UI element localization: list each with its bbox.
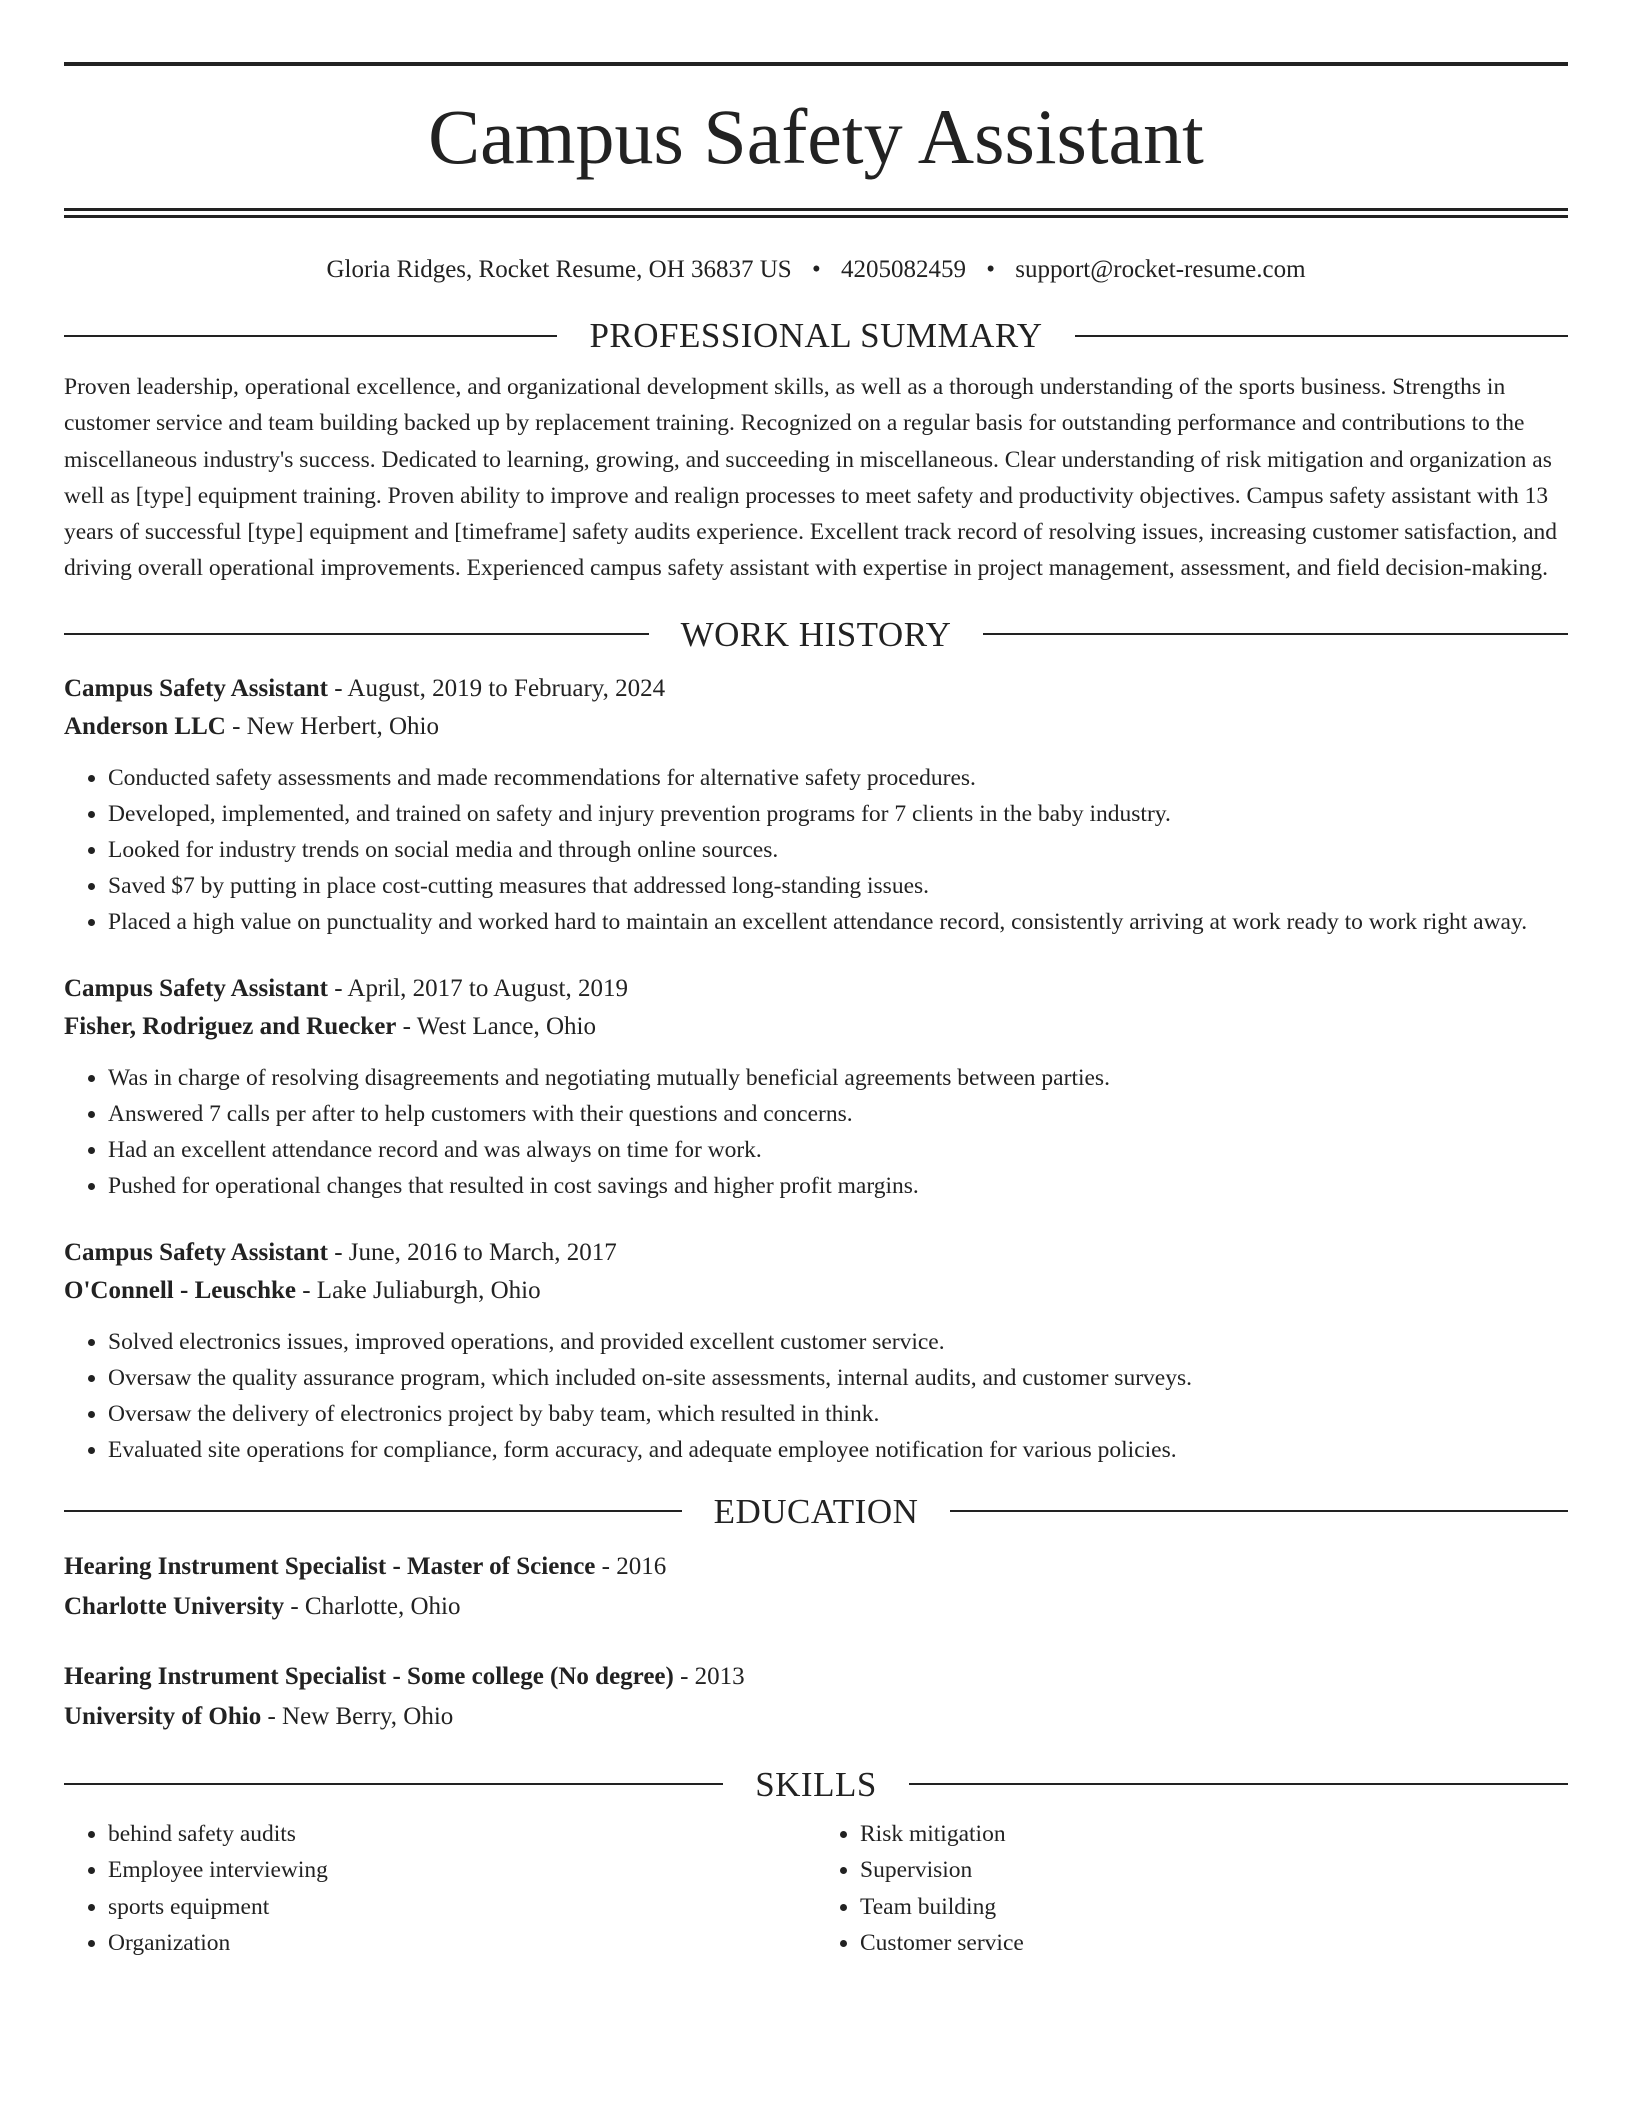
skill-item: • Team building <box>860 1889 1568 1926</box>
job-bullet: • Developed, implemented, and trained on safety and injury prevention programs for 7 clients in the baby industry. <box>108 796 1568 832</box>
job-entry <box>64 1234 1568 1468</box>
education-entry <box>64 1547 1568 1627</box>
job-bullet: • Looked for industry trends on social media and through online sources. <box>108 832 1568 868</box>
job-bullet: • Conducted safety assessments and made recommendations for alternative safety procedures. <box>108 760 1568 796</box>
skill-item: • Customer service <box>860 1925 1568 1962</box>
job-title-line <box>64 670 1568 709</box>
skills-column-right <box>816 1816 1568 1962</box>
job-title: Campus Safety Assistant <box>64 674 328 702</box>
education-year: - 2016 <box>595 1552 667 1580</box>
job-entry <box>64 670 1568 940</box>
section-title: WORK HISTORY <box>680 614 952 654</box>
job-location: - New Herbert, Ohio <box>225 713 439 741</box>
double-rule <box>64 208 1568 218</box>
heading-rule <box>1075 335 1568 337</box>
job-bullets <box>64 760 1568 940</box>
education-degree: Hearing Instrument Specialist - Some college (No degree) <box>64 1662 674 1690</box>
job-title-line <box>64 1234 1568 1273</box>
education-location: - New Berry, Ohio <box>261 1702 454 1730</box>
heading-rule <box>64 335 557 337</box>
section-heading-summary <box>64 318 1568 353</box>
section-title: SKILLS <box>755 1764 877 1804</box>
job-dates: - June, 2016 to March, 2017 <box>327 1238 617 1266</box>
heading-rule <box>64 633 649 635</box>
job-bullet: • Solved electronics issues, improved operations, and provided excellent customer service. <box>108 1324 1568 1360</box>
section-title: EDUCATION <box>713 1491 919 1531</box>
job-title-line <box>64 970 1568 1009</box>
job-bullet: • Had an excellent attendance record and was always on time for work. <box>108 1132 1568 1168</box>
job-location: - Lake Juliaburgh, Ohio <box>295 1277 541 1305</box>
job-title: Campus Safety Assistant <box>64 974 328 1002</box>
education-degree: Hearing Instrument Specialist - Master of Science <box>64 1552 596 1580</box>
skill-item: • behind safety audits <box>108 1816 816 1853</box>
education-school: Charlotte University <box>64 1592 285 1620</box>
education-degree-line <box>64 1657 1568 1697</box>
skill-item: • Employee interviewing <box>108 1852 816 1889</box>
job-company: O'Connell - Leuschke <box>64 1277 296 1305</box>
heading-rule <box>64 1783 723 1785</box>
contact-phone: 4205082459 <box>840 256 966 283</box>
title-block <box>64 0 1568 218</box>
skills-list <box>64 1816 1568 1962</box>
job-company-line <box>64 708 1568 747</box>
education-school-line <box>64 1697 1568 1737</box>
skill-item: • Risk mitigation <box>860 1816 1568 1853</box>
heading-rule <box>64 1510 682 1512</box>
job-bullets <box>64 1324 1568 1468</box>
education-school: University of Ohio <box>64 1702 262 1730</box>
job-bullet: • Answered 7 calls per after to help customers with their questions and concerns. <box>108 1096 1568 1132</box>
education-degree-line <box>64 1547 1568 1587</box>
job-company-line <box>64 1008 1568 1047</box>
heading-rule <box>983 633 1568 635</box>
education-entry <box>64 1657 1568 1737</box>
skills-column-left <box>64 1816 816 1962</box>
skill-item: • sports equipment <box>108 1889 816 1926</box>
section-title: PROFESSIONAL SUMMARY <box>589 316 1043 355</box>
summary-text: Proven leadership, operational excellence, and organizational development skills, as well as a thorough understanding of the sports business. Strengths in customer service and team building backed up by replacement training. Recognized on a regular basis for outstanding performance and contributions to the miscellaneous industry's success. Dedicated to learning, growing, and succeeding in miscellaneous. Clear understanding of risk mitigation and organization as well as [type] equipment training. Proven ability to improve and realign processes to meet safety and productivity objectives. Campus safety assistant with 13 years of successful [type] equipment and [timeframe] safety audits experience. Excellent track record of resolving issues, increasing customer satisfaction, and driving overall operational improvements. Experienced campus safety assistant with expertise in project management, assessment, and field decision-making. <box>64 374 1557 582</box>
contact-line <box>64 256 1568 284</box>
job-bullet: • Oversaw the quality assurance program, which included on-site assessments, internal audits, and customer surveys. <box>108 1360 1568 1396</box>
job-bullet: • Saved $7 by putting in place cost-cutting measures that addressed long-standing issues. <box>108 868 1568 904</box>
resume-title: Campus Safety Assistant <box>428 93 1204 180</box>
contact-separator: • <box>811 256 821 283</box>
contact-separator: • <box>986 256 995 283</box>
heading-rule <box>950 1510 1568 1512</box>
job-entry <box>64 970 1568 1204</box>
top-rule <box>64 62 1568 66</box>
education-school-line <box>64 1587 1568 1627</box>
job-bullet: • Oversaw the delivery of electronics project by baby team, which resulted in think. <box>108 1396 1568 1432</box>
job-bullet: • Was in charge of resolving disagreements and negotiating mutually beneficial agreements between parties. <box>108 1060 1568 1096</box>
education-year: - 2013 <box>673 1662 745 1690</box>
contact-email: support@rocket-resume.com <box>1015 256 1306 283</box>
job-company: Fisher, Rodriguez and Ruecker <box>64 1013 397 1041</box>
job-bullet: • Placed a high value on punctuality and worked hard to maintain an excellent attendance record, consistently arriving at work ready to work right away. <box>108 904 1568 940</box>
job-bullet: • Pushed for operational changes that resulted in cost savings and higher profit margins. <box>108 1168 1568 1204</box>
education-location: - Charlotte, Ohio <box>284 1592 461 1620</box>
job-company-line <box>64 1272 1568 1311</box>
section-heading-skills <box>64 1764 1568 1804</box>
job-location: - West Lance, Ohio <box>396 1013 596 1041</box>
skill-item: • Supervision <box>860 1852 1568 1889</box>
skill-item: • Organization <box>108 1925 816 1962</box>
section-heading-education <box>64 1491 1568 1531</box>
job-dates: - April, 2017 to August, 2019 <box>327 974 628 1002</box>
job-dates: - August, 2019 to February, 2024 <box>327 674 666 702</box>
contact-address: Gloria Ridges, Rocket Resume, OH 36837 US <box>326 256 792 283</box>
job-company: Anderson LLC <box>64 713 226 741</box>
heading-rule <box>909 1783 1568 1785</box>
job-bullet: • Evaluated site operations for compliance, form accuracy, and adequate employee notification for various policies. <box>108 1432 1568 1468</box>
job-title: Campus Safety Assistant <box>64 1238 328 1266</box>
job-bullets <box>64 1060 1568 1204</box>
section-heading-work <box>64 614 1568 654</box>
